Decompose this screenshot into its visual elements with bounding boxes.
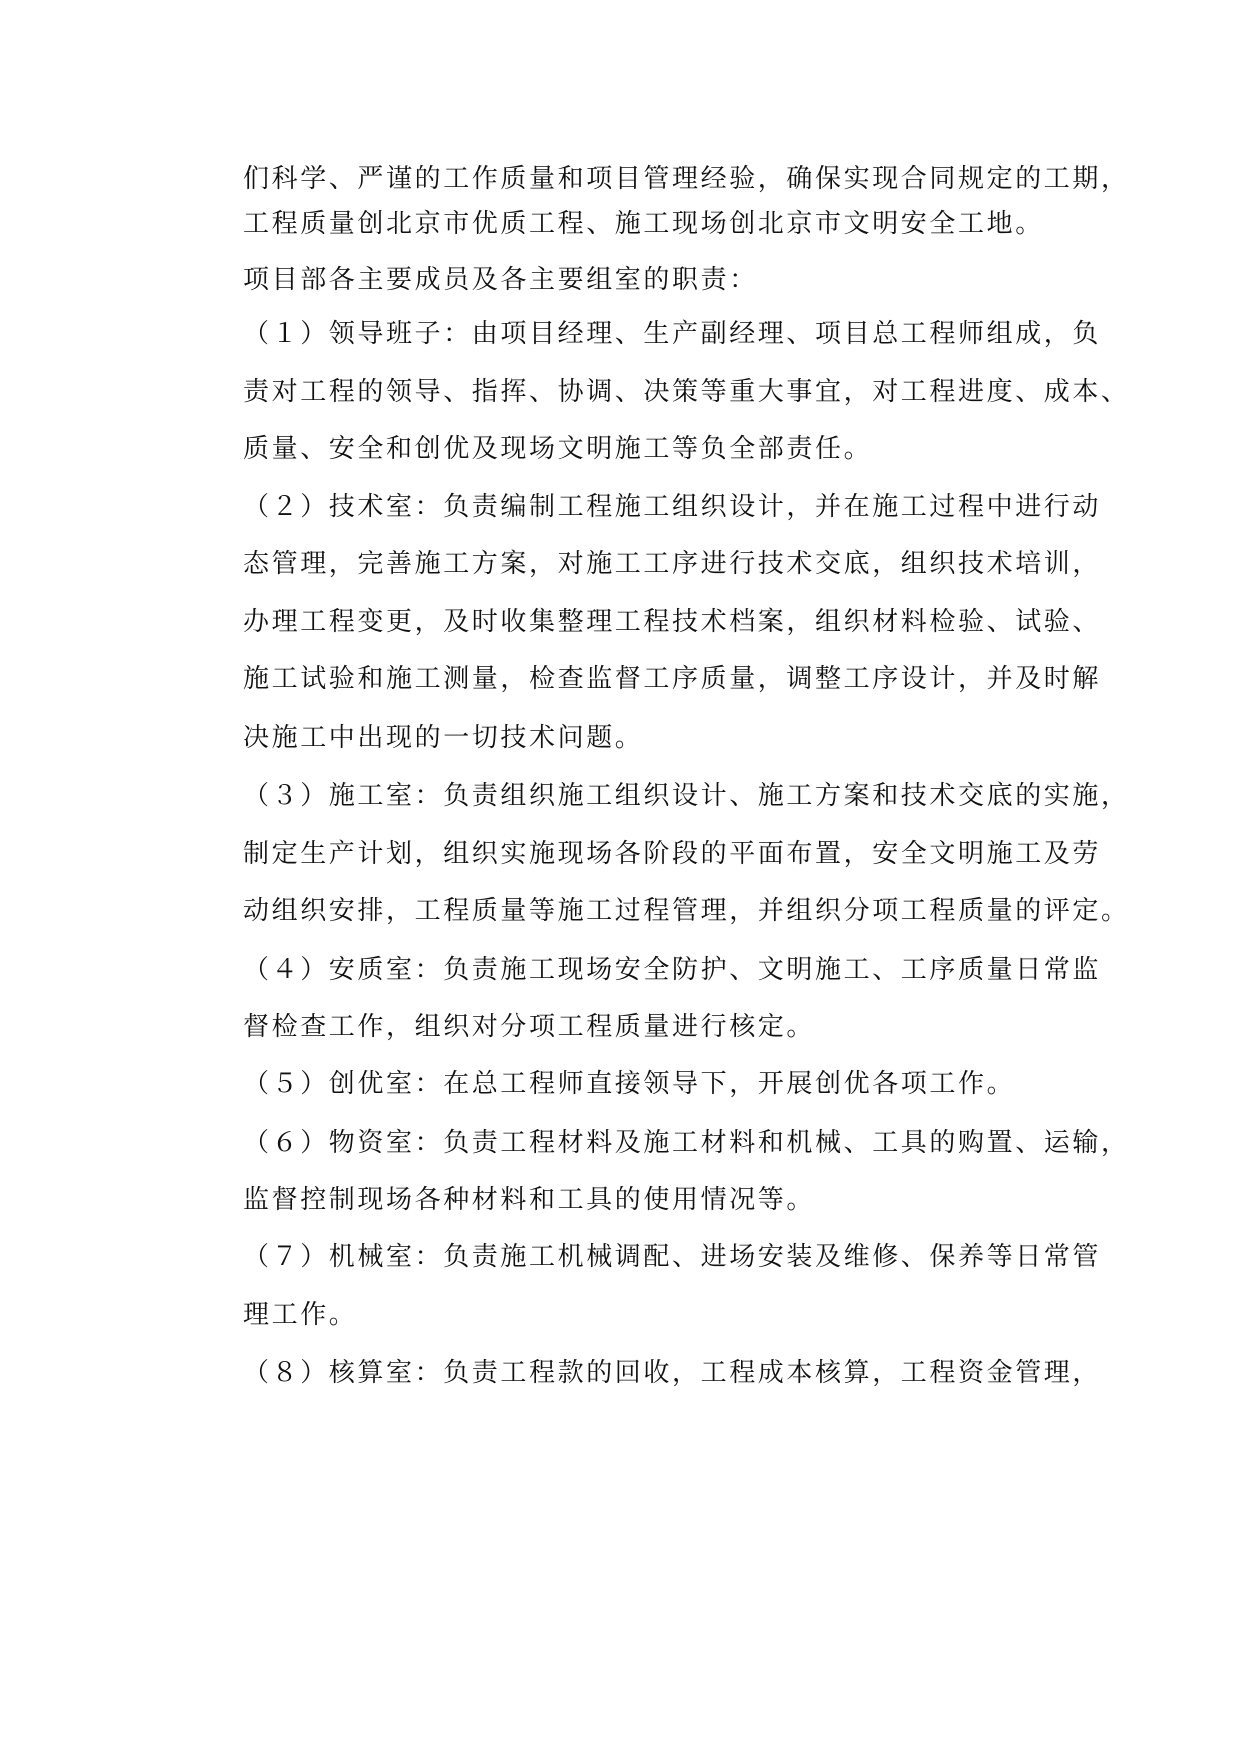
text-line: （１）领导班子：由项目经理、生产副经理、项目总工程师组成，负: [243, 319, 1102, 349]
text-line: 责对工程的领导、指挥、协调、决策等重大事宜，对工程进度、成本、: [243, 377, 1130, 407]
text-line: 动组织安排，工程质量等施工过程管理，并组织分项工程质量的评定。: [243, 896, 1130, 926]
text-line: （７）机械室：负责施工机械调配、进场安装及维修、保养等日常管: [243, 1242, 1102, 1272]
text-line: 监督控制现场各种材料和工具的使用情况等。: [243, 1185, 816, 1215]
text-line: 们科学、严谨的工作质量和项目管理经验，确保实现合同规定的工期，: [243, 164, 1130, 194]
text-line: 决施工中出现的一切技术问题。: [243, 723, 644, 753]
text-line: 办理工程变更，及时收集整理工程技术档案，组织材料检验、试验、: [243, 607, 1102, 637]
text-line: 督检查工作，组织对分项工程质量进行核定。: [243, 1012, 816, 1042]
text-line: 态管理，完善施工方案，对施工工序进行技术交底，组织技术培训，: [243, 549, 1102, 579]
text-line: （５）创优室：在总工程师直接领导下，开展创优各项工作。: [243, 1069, 1016, 1099]
text-line: （３）施工室：负责组织施工组织设计、施工方案和技术交底的实施，: [243, 781, 1130, 811]
text-line: （８）核算室：负责工程款的回收，工程成本核算，工程资金管理，: [243, 1358, 1102, 1388]
text-line: 工程质量创北京市优质工程、施工现场创北京市文明安全工地。: [243, 209, 1044, 239]
text-line: （６）物资室：负责工程材料及施工材料和机械、工具的购置、运输，: [243, 1128, 1130, 1158]
text-line: 施工试验和施工测量，检查监督工序质量，调整工序设计，并及时解: [243, 664, 1102, 694]
text-line: 质量、安全和创优及现场文明施工等负全部责任。: [243, 434, 873, 464]
text-line: （４）安质室：负责施工现场安全防护、文明施工、工序质量日常监: [243, 955, 1102, 985]
text-line: 项目部各主要成员及各主要组室的职责：: [243, 265, 758, 295]
text-line: 制定生产计划，组织实施现场各阶段的平面布置，安全文明施工及劳: [243, 839, 1102, 869]
text-line: （２）技术室：负责编制工程施工组织设计，并在施工过程中进行动: [243, 492, 1102, 522]
text-line: 理工作。: [243, 1300, 358, 1330]
